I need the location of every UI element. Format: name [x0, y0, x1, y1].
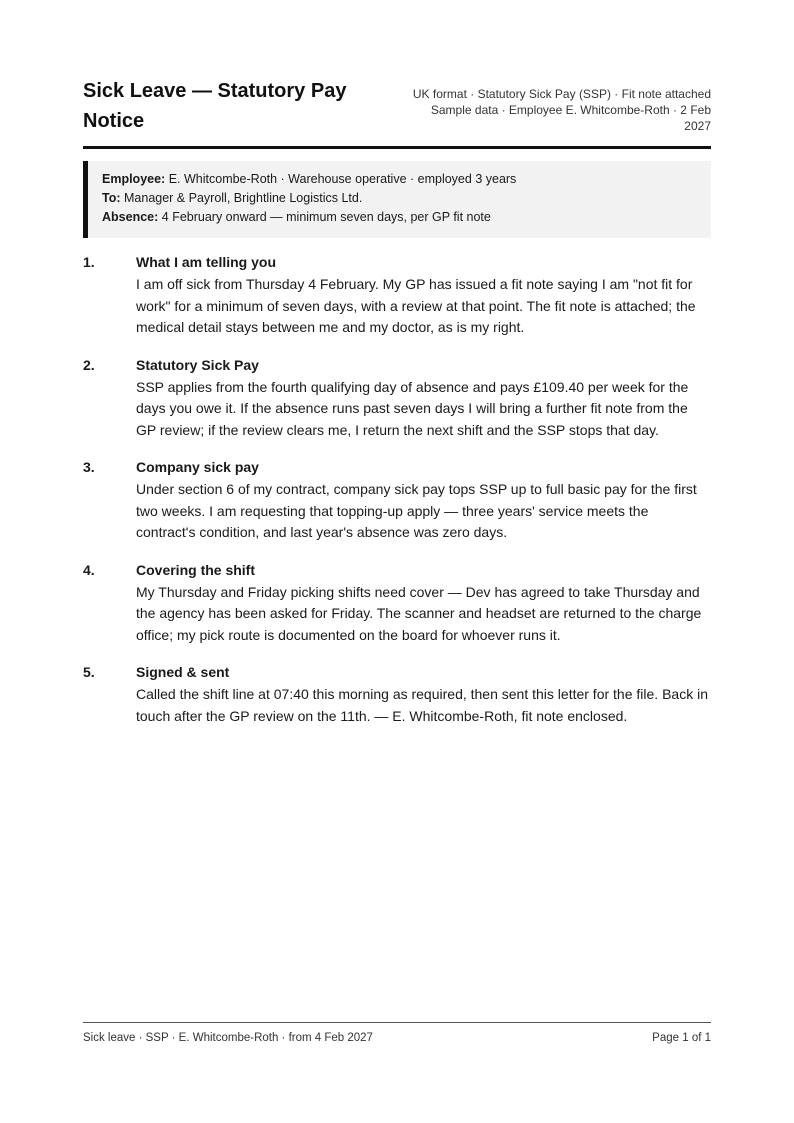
section-list: [83, 252, 711, 727]
page-footer: [83, 1022, 711, 1044]
section-number: 2.: [83, 356, 95, 373]
summary-employee: [102, 170, 697, 189]
section-heading: Company sick pay: [136, 459, 259, 475]
section-1: [83, 252, 711, 339]
absence-value: 4 February onward — minimum seven days, per GP fit note: [161, 210, 491, 224]
section-text: I am off sick from Thursday 4 February. My GP has issued a fit note saying I am "not fit for work" for a minimum of seven days, with a review at that point. The fit note is attached; the medical detail stays between me and my doctor, as is my right.: [136, 276, 696, 335]
section-body: [136, 457, 711, 544]
section-heading: What I am telling you: [136, 254, 277, 270]
summary-box: [83, 161, 711, 238]
section-5: [83, 662, 711, 727]
document-meta: [406, 76, 711, 134]
to-label: To:: [102, 191, 121, 205]
meta-line-format: UK format · Statutory Sick Pay (SSP) · Fit note attached: [412, 87, 711, 101]
employee-value: E. Whitcombe-Roth · Warehouse operative · employed 3 years: [168, 172, 517, 186]
employee-label: Employee:: [102, 172, 166, 186]
section-body: [136, 355, 711, 442]
section-body: [136, 252, 711, 339]
footer-reference: Sick leave · SSP · E. Whitcombe-Roth · from 4 Feb 2027: [83, 1032, 373, 1044]
summary-absence: [102, 208, 697, 227]
section-number: 5.: [83, 664, 95, 680]
section-number: 4.: [83, 561, 95, 578]
absence-label: Absence:: [102, 210, 159, 224]
section-text: My Thursday and Friday picking shifts need cover — Dev has agreed to take Thursday and the agency has been asked for Friday. The scanner and headset are returned to the charge office; my pick route is documented on the board for whoever runs it.: [136, 583, 702, 643]
summary-to: [102, 189, 697, 208]
section-body: [136, 560, 711, 647]
section-4: [83, 560, 711, 647]
section-3: [83, 457, 711, 544]
page-number: Page 1 of 1: [652, 1032, 711, 1044]
section-number: 3.: [83, 459, 95, 475]
section-heading: Statutory Sick Pay: [136, 356, 259, 373]
section-body: [136, 662, 711, 727]
to-value: Manager & Payroll, Brightline Logistics Ltd.: [124, 191, 363, 205]
section-text: Called the shift line at 07:40 this morning as required, then sent this letter for the file. Back in touch after the GP review on the 11th. — E. Whitcombe-Roth, fit note enclosed.: [136, 686, 708, 724]
meta-line-sample: Sample data · Employee E. Whitcombe-Roth · 2 Feb 2027: [430, 103, 711, 133]
document-page: [83, 76, 711, 743]
section-heading: Covering the shift: [136, 561, 256, 578]
section-2: [83, 355, 711, 442]
section-text: Under section 6 of my contract, company sick pay tops SSP up to full basic pay for the first two weeks. I am requesting that topping-up apply — three years' service meets the contract's condition, and last year's absence was zero days.: [136, 481, 697, 540]
section-number: 1.: [83, 254, 95, 270]
document-header: [83, 76, 711, 149]
section-heading: Signed & sent: [136, 664, 230, 680]
document-title: Sick Leave — Statutory Pay Notice: [83, 80, 347, 132]
section-text: SSP applies from the fourth qualifying day of absence and pays £109.40 per week for the days you owe it. If the absence runs past seven days I will bring a further fit note from the GP review; if the review clears me, I return the next shift and the SSP stops that day.: [136, 378, 689, 438]
